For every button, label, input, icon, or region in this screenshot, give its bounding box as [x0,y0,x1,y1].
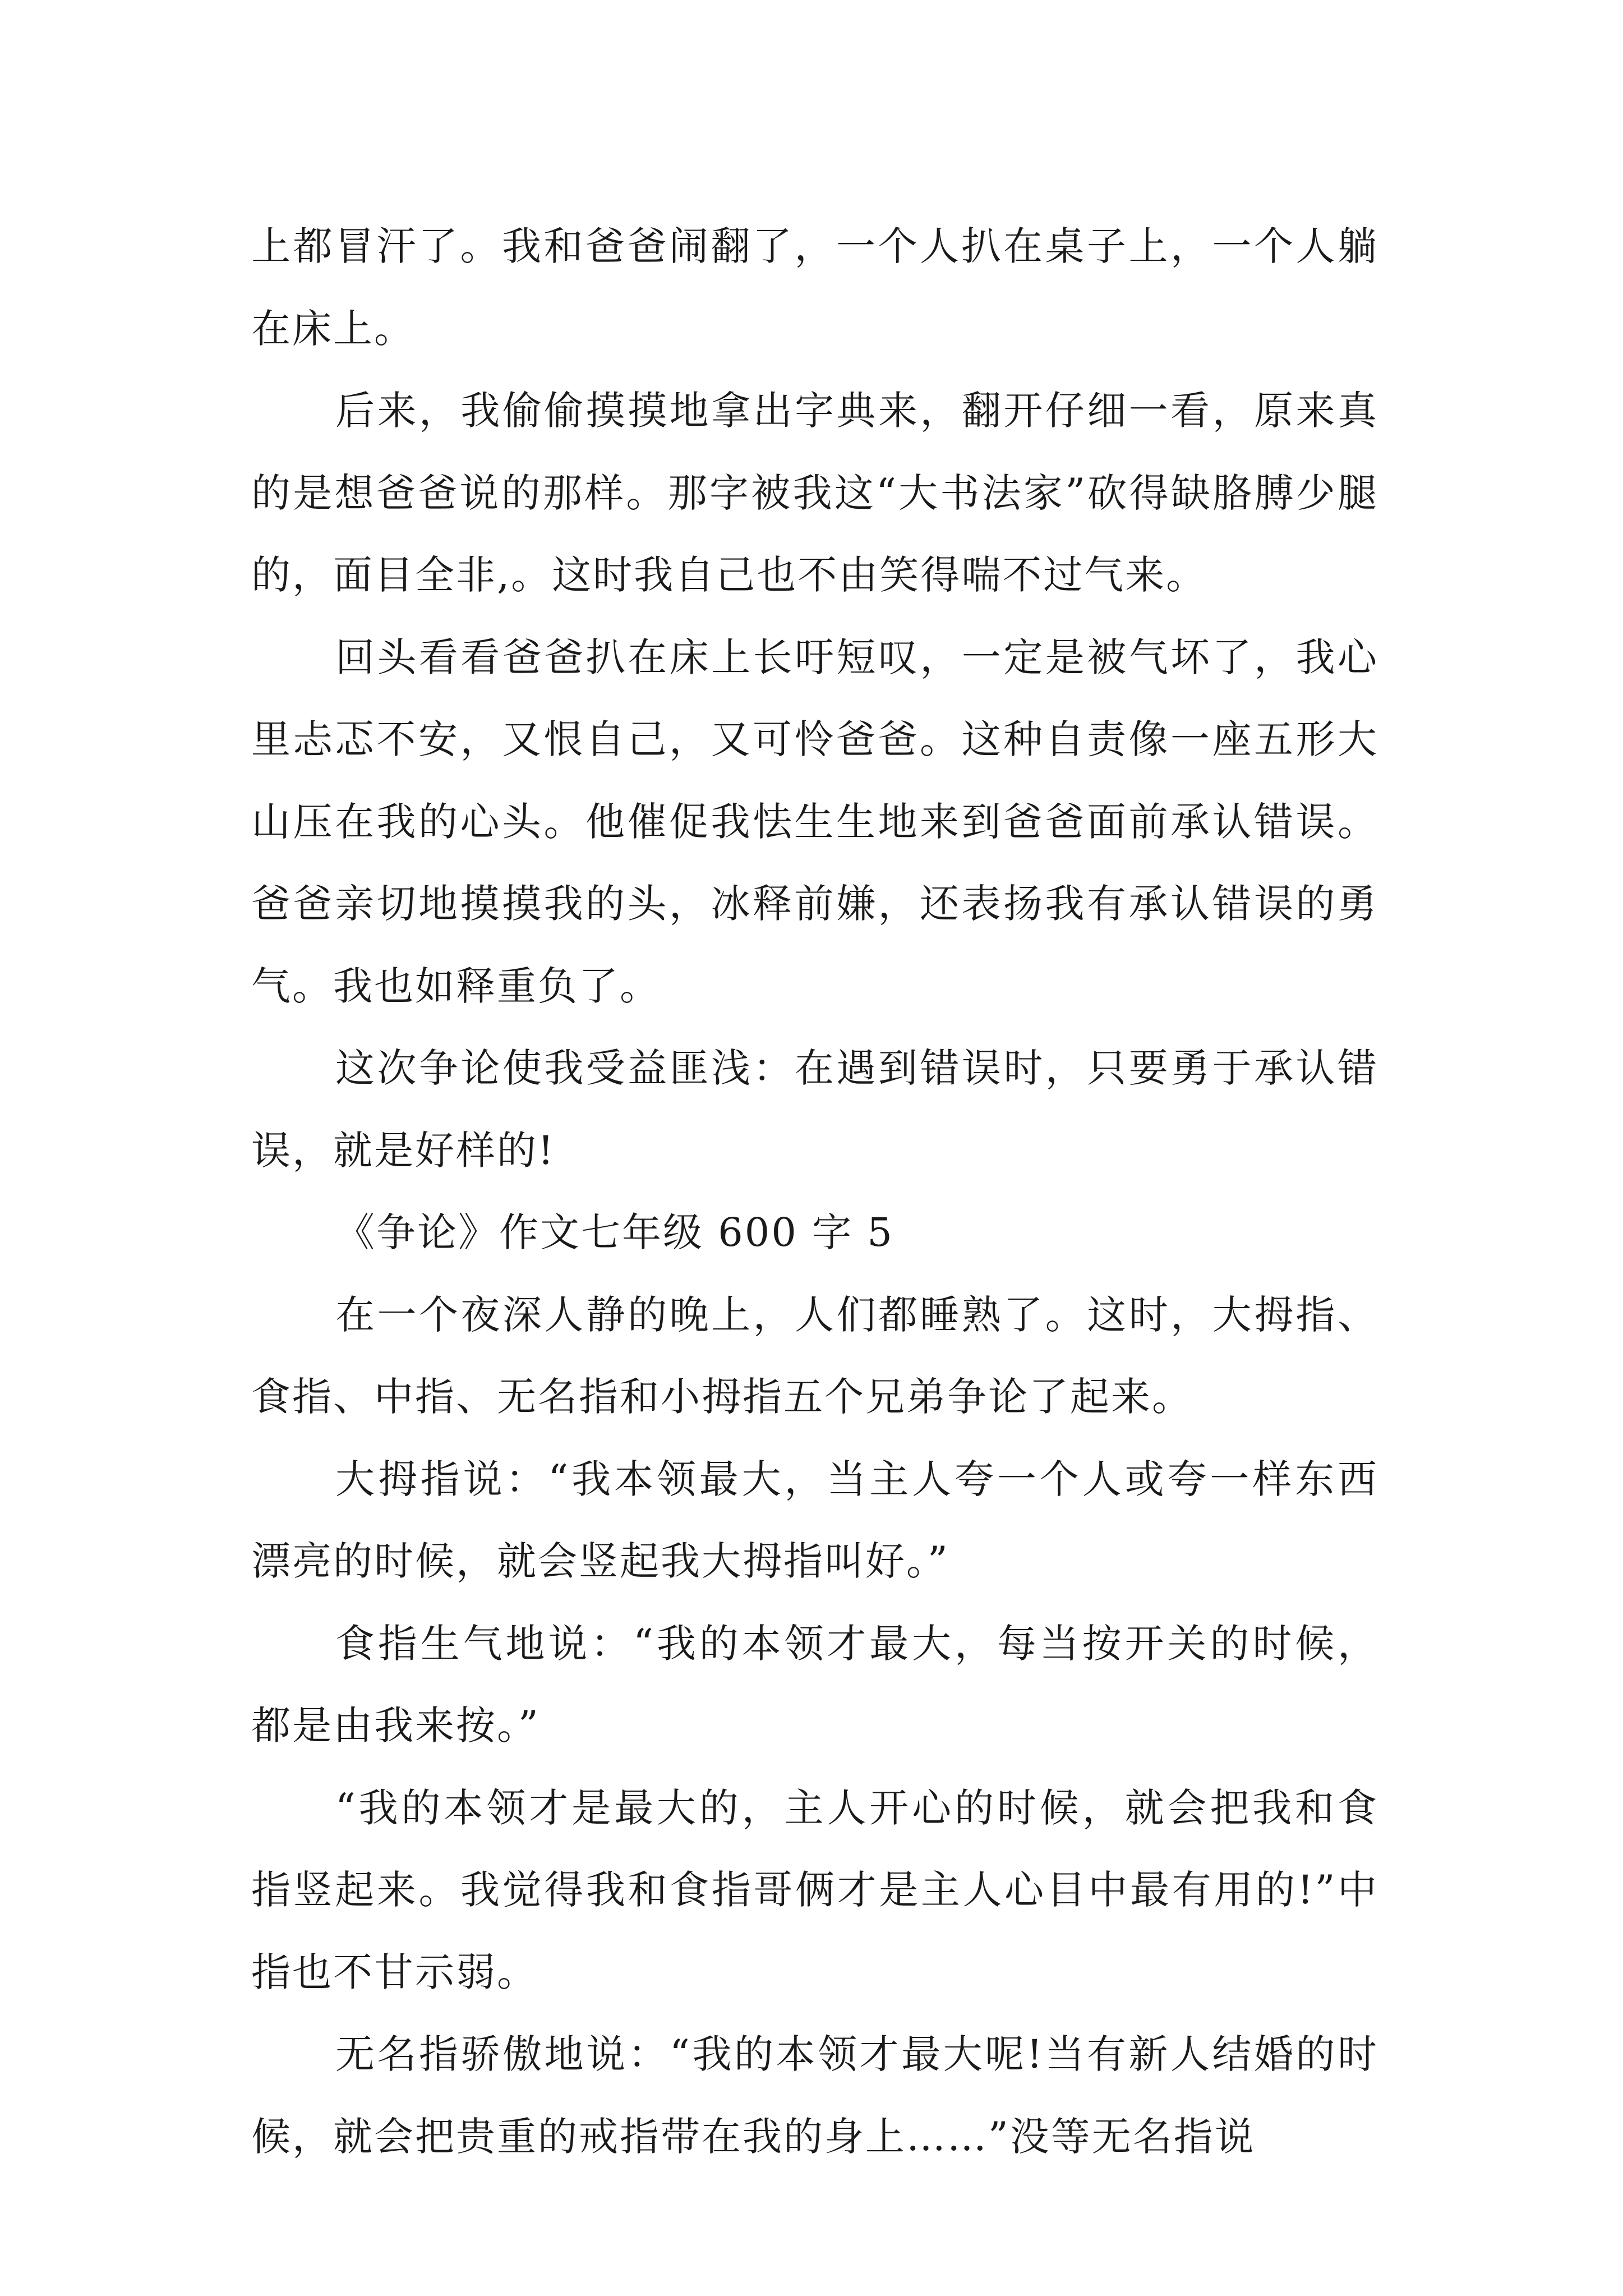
paragraph-6: 在一个夜深人静的晚上，人们都睡熟了。这时，大拇指、食指、中指、无名指和小拇指五个兄弟争论了起来。 [251,1291,1378,1420]
paragraph-10: 无名指骄傲地说：“我的本领才最大呢!当有新人结婚的时候，就会把贵重的戒指带在我的身上……”没等无名指说 [251,2031,1378,2160]
paragraph-7: 大拇指说：“我本领最大，当主人夸一个人或夸一样东西漂亮的时候，就会竖起我大拇指叫好。” [251,1456,1378,1584]
paragraph-3: 回头看看爸爸扒在床上长吁短叹，一定是被气坏了，我心里忐忑不安，又恨自己，又可怜爸爸。这种自责像一座五形大山压在我的心头。他催促我怯生生地来到爸爸面前承认错误。爸爸亲切地摸摸我的头，冰释前嫌，还表扬我有承认错误的勇气。我也如释重负了。 [251,634,1378,1009]
paragraph-4: 这次争论使我受益匪浅：在遇到错误时，只要勇于承认错误，就是好样的! [251,1045,1378,1174]
essay-heading: 《争论》作文七年级 600 字 5 [335,1209,894,1255]
paragraph-9: “我的本领才是最大的，主人开心的时候，就会把我和食指竖起来。我觉得我和食指哥俩才是主人心目中最有用的!”中指也不甘示弱。 [251,1784,1378,1995]
paragraph-2: 后来，我偷偷摸摸地拿出字典来，翻开仔细一看，原来真的是想爸爸说的那样。那字被我这“大书法家”砍得缺胳膊少腿的，面目全非,。这时我自己也不由笑得喘不过气来。 [251,388,1378,598]
paragraph-8: 食指生气地说：“我的本领才最大，每当按开关的时候，都是由我来按。” [251,1620,1378,1749]
document-body [251,205,1378,2178]
paragraph-1: 上都冒汗了。我和爸爸闹翻了，一个人扒在桌子上，一个人躺在床上。 [251,223,1378,352]
